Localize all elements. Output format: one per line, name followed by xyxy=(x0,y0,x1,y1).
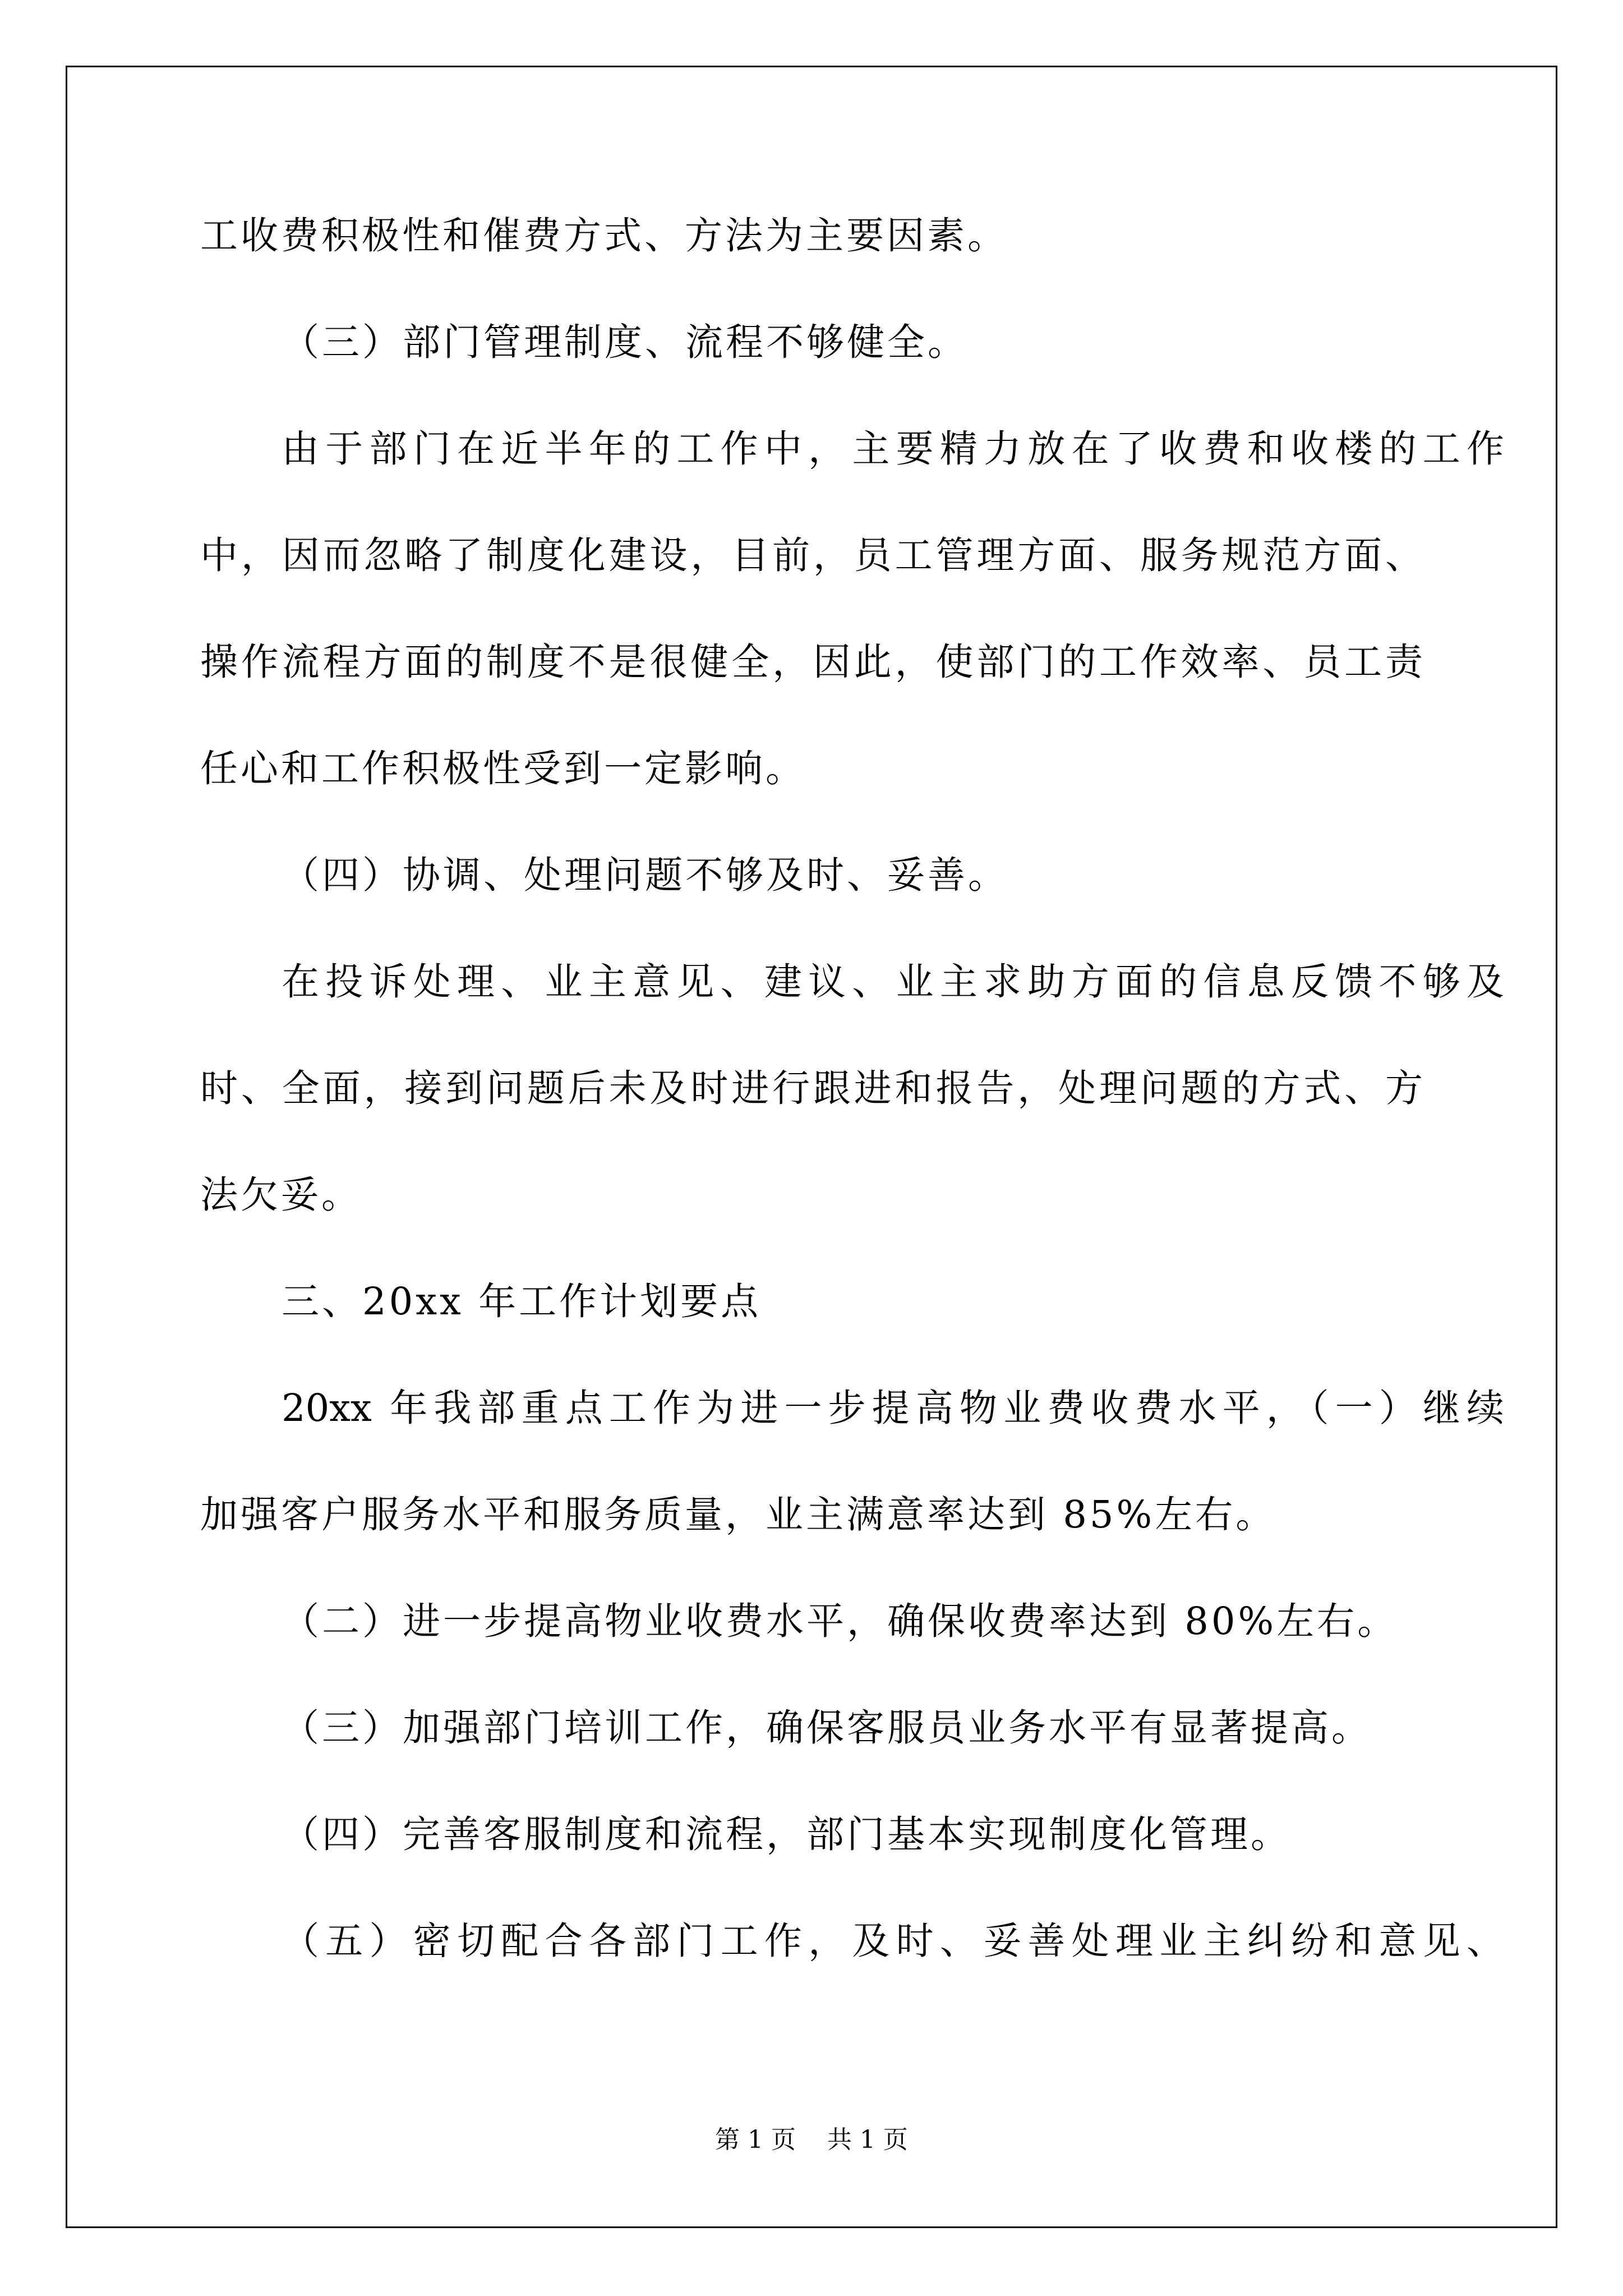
section-heading: 三、20xx 年工作计划要点 xyxy=(282,1280,762,1323)
text-line: （二）进一步提高物业收费水平，确保收费率达到 80%左右。 xyxy=(282,1599,1398,1643)
page-footer: 第 1 页 共 1 页 xyxy=(715,2125,908,2154)
text-line: 法欠妥。 xyxy=(200,1173,362,1217)
text-line: （五）密切配合各部门工作，及时、妥善处理业主纠纷和意见、 xyxy=(282,1919,1504,1963)
text-line: 时、全面，接到问题后未及时进行跟进和报告，处理问题的方式、方 xyxy=(200,1066,1423,1110)
text-line: 20xx 年我部重点工作为进一步提高物业费收费水平，（一）继续 xyxy=(282,1386,1504,1430)
page-border xyxy=(66,66,1557,2228)
text-line: 任心和工作积极性受到一定影响。 xyxy=(200,747,806,790)
text-line: 操作流程方面的制度不是很健全，因此，使部门的工作效率、员工责 xyxy=(200,640,1423,684)
text-line: 工收费积极性和催费方式、方法为主要因素。 xyxy=(200,214,1008,257)
text-line: 加强客户服务水平和服务质量，业主满意率达到 85%左右。 xyxy=(200,1493,1276,1536)
text-line: （三）加强部门培训工作，确保客服员业务水平有显著提高。 xyxy=(282,1706,1372,1750)
text-line: 由于部门在近半年的工作中，主要精力放在了收费和收楼的工作 xyxy=(282,427,1504,471)
text-line: 中，因而忽略了制度化建设，目前，员工管理方面、服务规范方面、 xyxy=(200,533,1423,577)
section-heading: （三）部门管理制度、流程不够健全。 xyxy=(282,320,968,364)
text-line: 在投诉处理、业主意见、建议、业主求助方面的信息反馈不够及 xyxy=(282,960,1504,1004)
section-heading: （四）协调、处理问题不够及时、妥善。 xyxy=(282,853,1008,897)
text-line: （四）完善客服制度和流程，部门基本实现制度化管理。 xyxy=(282,1812,1291,1856)
